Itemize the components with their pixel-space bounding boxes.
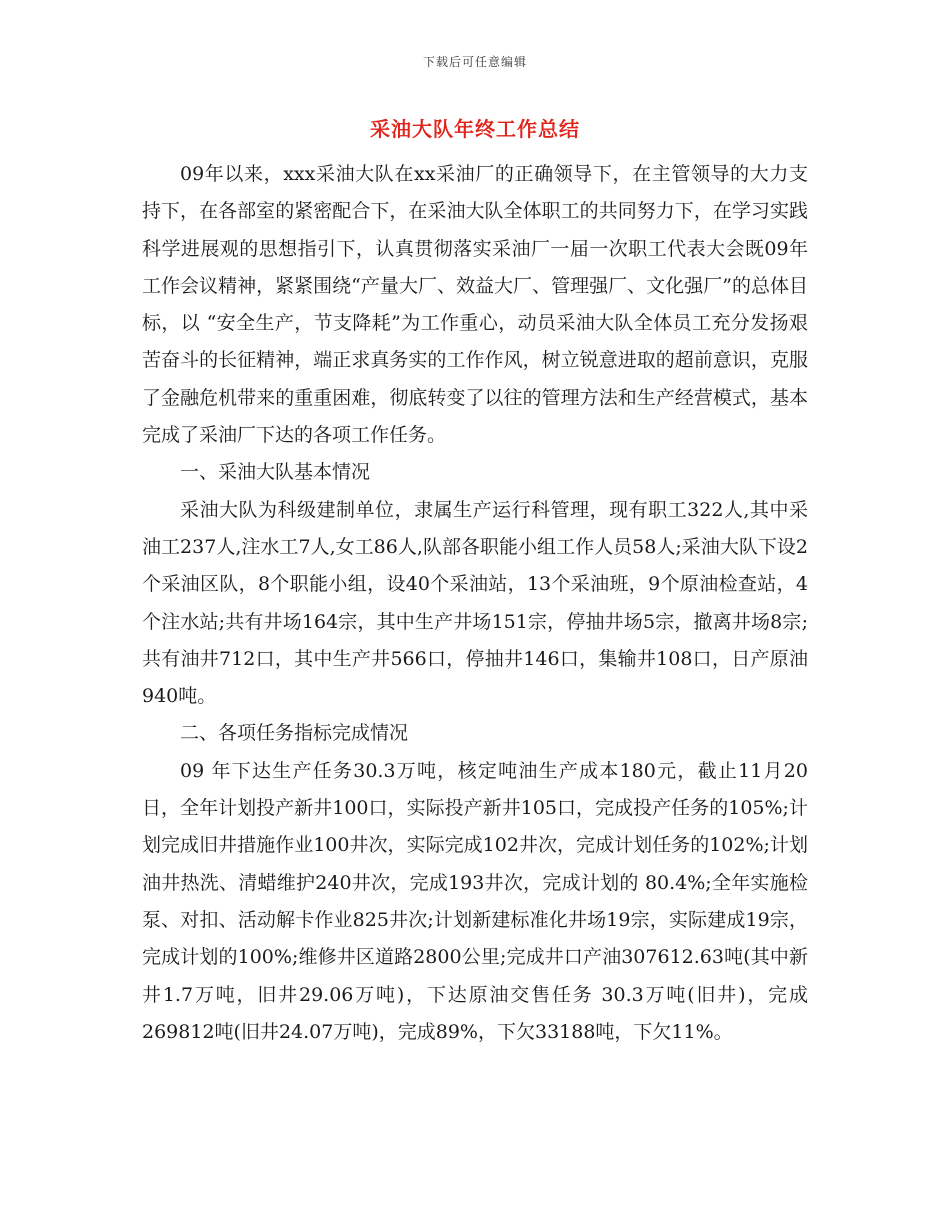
section-heading-task-completion: 二、各项任务指标完成情况: [180, 722, 409, 745]
task-completion-paragraph: 09 年下达生产任务30.3万吨，核定吨油生产成本180元，截止11月20日，全年计划投产新井100口，实际投产新井105口，完成投产任务的105%;计划完成旧井措施作业100井次，实际完成102井次，完成计划任务的102%;计划油井热洗、清蜡维护240井次，完成193井次，完成计划的 80.4%;全年实施检泵、对扣、活动解卡作业825井次;计划新建标准化井场19宗，实际建成19宗，完成计划的100%;维修井区道路2800公里;完成井口产油307612.63吨(其中新井1.7万吨，旧井29.06万吨)，下达原油交售任务 30.3万吨(旧井)，完成269812吨(旧井24.07万吨)，完成89%，下欠33188吨，下欠11%。: [142, 759, 808, 1043]
document-title: 采油大队年终工作总结: [370, 117, 580, 141]
document-body: [142, 156, 808, 1051]
basic-info-paragraph: 采油大队为科级建制单位，隶属生产运行科管理，现有职工322人,其中采油工237人,注水工7人,女工86人,队部各职能小组工作人员58人;采油大队下设2个采油区队，8个职能小组，设40个采油站，13个采油班，9个原油检查站，4个注水站;共有井场164宗，其中生产井场151宗，停抽井场5宗，撤离井场8宗;共有油井712口，其中生产井566口，停抽井146口，集输井108口，日产原油940吨。: [142, 498, 808, 708]
page-header-note: 下载后可任意编辑: [422, 55, 527, 69]
section-heading-basic-info: 一、采油大队基本情况: [180, 461, 371, 484]
intro-paragraph: 09年以来，xxx采油大队在xx采油厂的正确领导下，在主管领导的大力支持下，在各部室的紧密配合下，在采油大队全体职工的共同努力下，在学习实践科学进展观的思想指引下，认真贯彻落实采油厂一届一次职工代表大会既09年工作会议精神，紧紧围绕“产量大厂、效益大厂、管理强厂、文化强厂”的总体目标，以 “安全生产，节支降耗”为工作重心，动员采油大队全体员工充分发扬艰苦奋斗的长征精神，端正求真务实的工作作风，树立锐意进取的超前意识，克服了金融危机带来的重重困难，彻底转变了以往的管理方法和生产经营模式，基本完成了采油厂下达的各项工作任务。: [142, 163, 808, 447]
